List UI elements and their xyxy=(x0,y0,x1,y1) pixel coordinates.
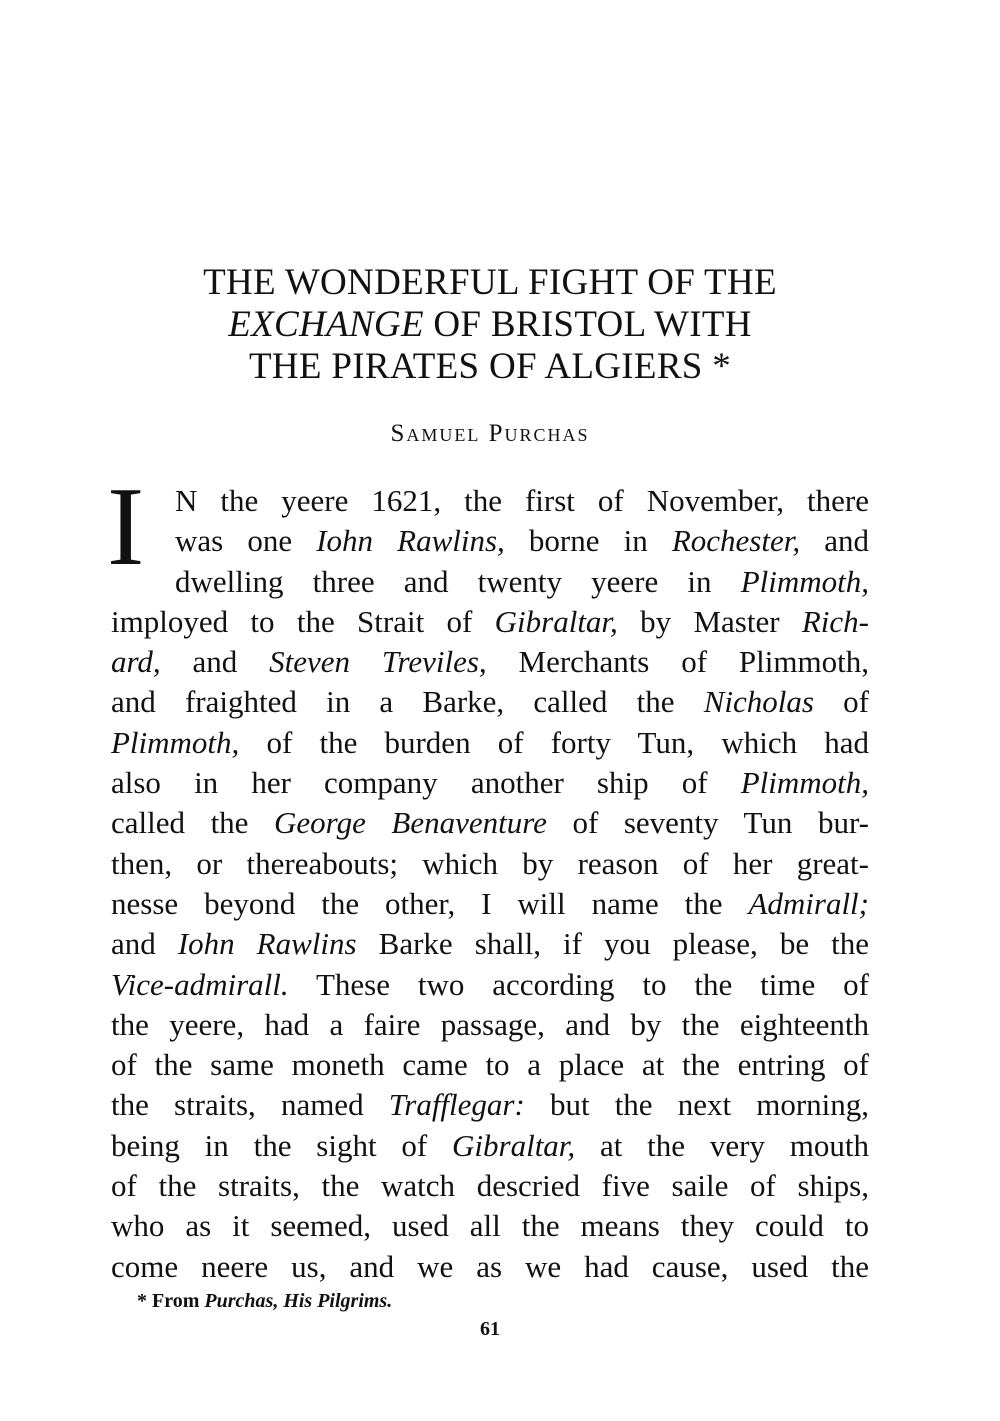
text-run: who as it seemed, used all the means they could to xyxy=(111,1208,869,1244)
text-run: and fraighted in a Barke, called the xyxy=(111,684,704,720)
text-line xyxy=(111,1085,869,1125)
text-run: then, or thereabouts; which by reason of her great- xyxy=(111,845,869,881)
author-byline: Samuel Purchas xyxy=(390,420,590,447)
text-line xyxy=(111,803,869,843)
italic-phrase: Plimmoth, xyxy=(740,765,869,801)
text-line xyxy=(175,562,869,602)
text-line xyxy=(175,521,869,561)
text-run: imployed to the Strait of xyxy=(111,603,495,639)
text-line xyxy=(111,965,869,1005)
italic-phrase: ard, xyxy=(111,644,161,680)
text-run: by Master xyxy=(617,603,802,639)
title-line-2-rest: OF BRISTOL WITH xyxy=(423,304,752,345)
text-line xyxy=(111,924,869,964)
italic-phrase: Nicholas xyxy=(703,684,814,720)
text-run: and xyxy=(800,523,869,559)
footnote-mark: * From xyxy=(137,1290,205,1312)
text-line xyxy=(111,1126,869,1166)
text-run: come neere us, and we as we had cause, used the xyxy=(111,1248,869,1284)
text-line xyxy=(111,1247,869,1287)
text-line xyxy=(111,642,869,682)
text-run: being in the sight of xyxy=(111,1127,453,1163)
text-run: also in her company another ship of xyxy=(111,765,741,801)
italic-phrase: George Benaventure xyxy=(274,805,547,841)
text-line xyxy=(111,723,869,763)
italic-phrase: Plimmoth, xyxy=(111,724,240,760)
text-run: These two according to the time of xyxy=(288,966,869,1002)
text-line xyxy=(111,602,869,642)
text-line xyxy=(111,884,869,924)
text-run: N the yeere 1621, the first of November, there xyxy=(175,483,869,518)
text-run: of seventy Tun bur- xyxy=(546,805,869,841)
text-run: the yeere, had a faire passage, and by the eighteenth xyxy=(111,1006,869,1042)
text-line xyxy=(111,1206,869,1246)
text-run: nesse beyond the other, I will name the xyxy=(111,885,749,921)
text-run: but the next morning, xyxy=(524,1087,870,1123)
footnote-source: Purchas, His Pilgrims. xyxy=(204,1290,393,1312)
text-run: and xyxy=(111,926,178,962)
text-run: of the burden of forty Tun, which had xyxy=(239,724,869,760)
text-line xyxy=(175,481,869,521)
text-run: of the straits, the watch descried five saile of ships, xyxy=(111,1168,869,1204)
text-run: and xyxy=(160,644,270,680)
chapter-title xyxy=(110,262,870,388)
title-line-2 xyxy=(110,304,870,346)
text-line xyxy=(111,1005,869,1045)
text-run: at the very mouth xyxy=(575,1127,869,1163)
page-number: 61 xyxy=(480,1318,500,1340)
text-line xyxy=(111,1045,869,1085)
title-line-3: THE PIRATES OF ALGIERS * xyxy=(248,346,732,387)
title-line-1: THE WONDERFUL FIGHT OF THE xyxy=(203,262,777,303)
text-line xyxy=(111,682,869,722)
text-run: Merchants of Plimmoth, xyxy=(486,644,869,680)
italic-phrase: Rich- xyxy=(801,603,869,639)
italic-phrase: Rochester, xyxy=(671,523,801,559)
text-run: the straits, named xyxy=(111,1087,389,1123)
text-line xyxy=(111,763,869,803)
text-run: was one xyxy=(175,523,317,559)
body-text xyxy=(107,465,870,1287)
text-line xyxy=(111,844,869,884)
italic-phrase: Steven Treviles, xyxy=(269,644,487,680)
italic-phrase: Gibraltar, xyxy=(494,603,618,639)
text-run: of xyxy=(813,684,869,720)
footnote xyxy=(137,1290,392,1313)
italic-phrase: Vice-admirall. xyxy=(111,966,289,1002)
text-line xyxy=(111,1166,869,1206)
text-run: of the same moneth came to a place at the entring of xyxy=(111,1047,869,1083)
italic-phrase: Gibraltar, xyxy=(452,1127,576,1163)
text-run: Barke shall, if you please, be the xyxy=(356,926,869,962)
text-run: borne in xyxy=(504,523,672,559)
text-run: called the xyxy=(111,805,275,841)
italic-phrase: Plimmoth, xyxy=(740,563,869,599)
text-run: dwelling three and twenty yeere in xyxy=(175,563,741,599)
ship-name-exchange: EXCHANGE xyxy=(228,304,424,345)
italic-phrase: Admirall; xyxy=(748,885,869,921)
italic-phrase: Iohn Rawlins, xyxy=(316,523,505,559)
italic-phrase: Trafflegar: xyxy=(388,1087,525,1123)
drop-cap: I xyxy=(107,465,145,589)
italic-phrase: Iohn Rawlins xyxy=(177,926,357,962)
